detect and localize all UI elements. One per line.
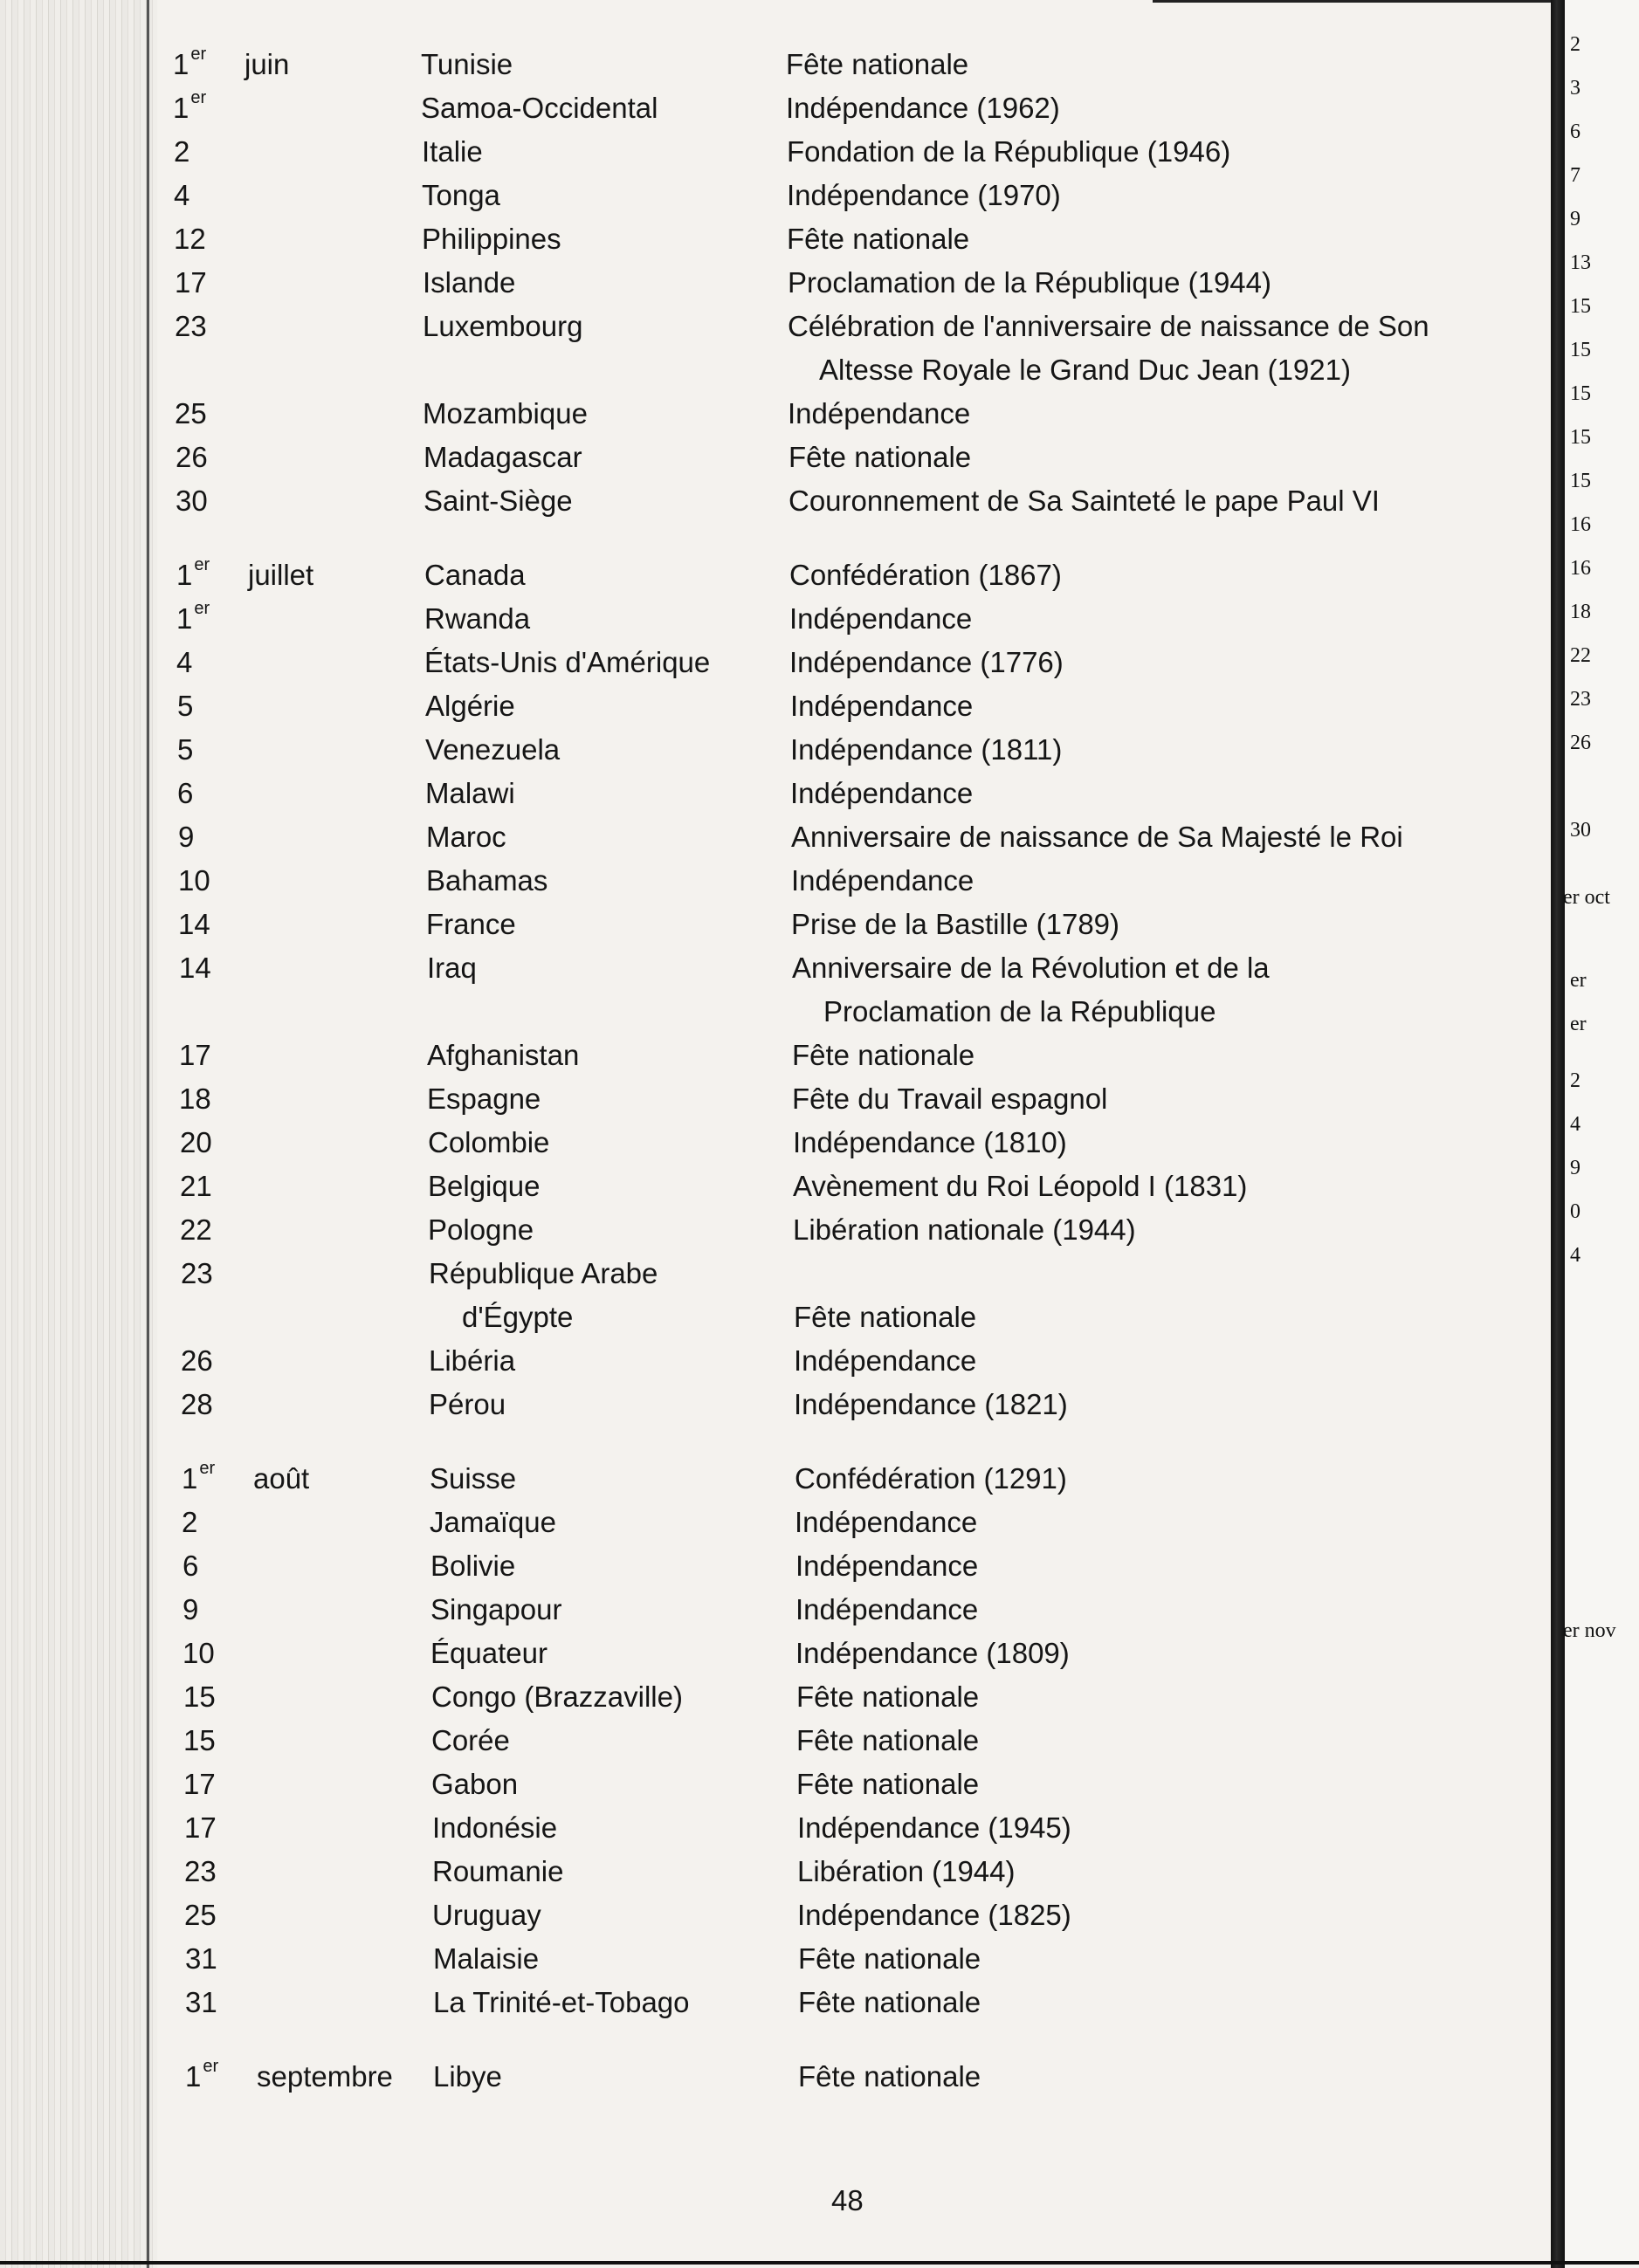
entry-country-name: Malaisie <box>433 1942 540 1975</box>
entry-country-name: Roumanie <box>432 1855 564 1887</box>
entry-day-number: 17 <box>184 1811 217 1844</box>
entry-day-ordinal: er <box>199 1459 216 1478</box>
entry-country-name: La Trinité-et-Tobago <box>433 1986 690 2018</box>
entry-event-text: Indépendance <box>791 864 974 897</box>
entry-day-number: 15 <box>183 1680 216 1713</box>
entry-day-number: 10 <box>178 864 210 897</box>
entry-day-ordinal: er <box>203 2057 219 2076</box>
entry-country-name: France <box>426 908 516 940</box>
entry-country-name: Malawi <box>425 777 515 809</box>
entry-event-text: Fête nationale <box>786 48 969 80</box>
entry-country-name: Uruguay <box>432 1899 541 1931</box>
entry-event-text: Prise de la Bastille (1789) <box>791 908 1120 940</box>
entry-country-name: Pérou <box>429 1388 506 1420</box>
entry-event-continuation: Proclamation de la République <box>823 995 1216 1027</box>
entry-day-number: 6 <box>182 1550 199 1582</box>
adjacent-page-fragment: 9 <box>1570 208 1580 230</box>
entry-day-number: 25 <box>175 397 207 430</box>
entry-event-text: Indépendance (1810) <box>793 1126 1067 1158</box>
entry-event-text: Fête nationale <box>787 223 970 255</box>
bottom-rule <box>0 2261 1639 2265</box>
adjacent-page-fragment: 0 <box>1570 1200 1580 1223</box>
entry-event-text: Indépendance (1970) <box>787 179 1061 211</box>
entry-event-text: Proclamation de la République (1944) <box>788 266 1272 299</box>
entry-event-continuation: Altesse Royale le Grand Duc Jean (1921) <box>819 354 1351 386</box>
entry-country-name: Canada <box>424 559 526 591</box>
adjacent-page-fragment: 2 <box>1570 1069 1580 1092</box>
entry-day-number: 1 <box>182 1462 198 1495</box>
entry-event-text: Fête nationale <box>796 1724 980 1756</box>
adjacent-page-fragment: 22 <box>1570 644 1591 667</box>
entry-country-name: République Arabe <box>429 1257 658 1289</box>
adjacent-page-fragment: 2 <box>1570 33 1580 56</box>
entry-event-text: Indépendance (1825) <box>797 1899 1071 1931</box>
entry-event-text: Fête nationale <box>798 2060 981 2093</box>
entry-country-name: Congo (Brazzaville) <box>431 1680 683 1713</box>
adjacent-page-fragment: 15 <box>1570 426 1591 449</box>
entry-event-text: Avènement du Roi Léopold I (1831) <box>793 1170 1248 1202</box>
adjacent-page-fragment: 15 <box>1570 382 1591 405</box>
entry-day-number: 18 <box>179 1082 211 1115</box>
entry-country-name: Maroc <box>426 821 506 853</box>
entry-event-text: Indépendance <box>795 1506 978 1538</box>
entry-day-number: 26 <box>176 441 208 473</box>
entry-day-number: 1 <box>176 559 193 591</box>
entry-country-name: Islande <box>423 266 516 299</box>
entry-day-number: 23 <box>181 1257 213 1289</box>
adjacent-page-fragment: 7 <box>1570 164 1580 187</box>
entry-day-number: 14 <box>179 952 211 984</box>
entry-country-name: Italie <box>422 135 483 168</box>
entry-country-name: Jamaïque <box>430 1506 556 1538</box>
entry-day-number: 5 <box>177 690 194 722</box>
adjacent-page-fragment: 15 <box>1570 339 1591 361</box>
entry-country-name: Libye <box>433 2060 502 2093</box>
entry-country-name: Tunisie <box>421 48 513 80</box>
entry-country-name: Iraq <box>427 952 477 984</box>
adjacent-page-fragment: 16 <box>1570 557 1591 580</box>
entry-country-name: Espagne <box>427 1082 541 1115</box>
adjacent-page-fragment: 16 <box>1570 513 1591 536</box>
entry-day-number: 6 <box>177 777 194 809</box>
adjacent-page-fragment: er <box>1570 969 1587 992</box>
entry-event-text: Fête nationale <box>798 1942 981 1975</box>
entry-country-name: États-Unis d'Amérique <box>424 646 711 678</box>
entry-country-name: Gabon <box>431 1768 519 1800</box>
entry-day-number: 1 <box>173 48 189 80</box>
entry-country-name: Suisse <box>430 1462 517 1495</box>
entry-day-number: 23 <box>184 1855 217 1887</box>
entry-month: août <box>253 1462 310 1495</box>
entry-country-name: Colombie <box>428 1126 550 1158</box>
entry-day-ordinal: er <box>190 88 207 107</box>
entry-country-name: Afghanistan <box>427 1039 580 1071</box>
entry-event-text: Indépendance (1809) <box>795 1637 1070 1669</box>
entry-country-name: Rwanda <box>424 602 531 635</box>
entry-day-number: 15 <box>183 1724 216 1756</box>
entry-day-ordinal: er <box>190 45 207 64</box>
entry-event-text: Indépendance (1811) <box>790 733 1063 766</box>
entry-day-number: 26 <box>181 1344 213 1377</box>
entry-day-ordinal: er <box>194 555 210 574</box>
entry-month: juillet <box>248 559 314 591</box>
entry-event-text: Célébration de l'anniversaire de naissance de Son <box>788 310 1429 342</box>
entry-day-number: 30 <box>176 485 208 517</box>
entry-country-name: Philippines <box>422 223 561 255</box>
entry-day-number: 28 <box>181 1388 213 1420</box>
entry-day-number: 22 <box>180 1213 212 1246</box>
entry-event-text: Fête nationale <box>792 1039 975 1071</box>
entry-day-number: 9 <box>182 1593 199 1625</box>
entry-day-number: 17 <box>175 266 207 299</box>
entry-day-number: 14 <box>178 908 210 940</box>
adjacent-page-fragment: 13 <box>1570 251 1591 274</box>
adjacent-page-fragment: 6 <box>1570 120 1580 143</box>
entry-country-name: Singapour <box>430 1593 562 1625</box>
entry-event-text: Fondation de la République (1946) <box>787 135 1231 168</box>
entry-country-name: Belgique <box>428 1170 541 1202</box>
page-number: 48 <box>831 2184 864 2216</box>
entry-country-name: Madagascar <box>424 441 582 473</box>
entry-country-continuation: d'Égypte <box>462 1301 574 1333</box>
entry-event-text: Fête nationale <box>798 1986 981 2018</box>
entry-event-text: Indépendance <box>790 777 974 809</box>
entry-day-number: 12 <box>174 223 206 255</box>
entry-event-text: Indépendance <box>789 602 973 635</box>
entry-country-name: Venezuela <box>425 733 561 766</box>
entry-country-name: Tonga <box>422 179 500 211</box>
entry-month: juin <box>244 48 290 80</box>
entry-country-name: Saint-Siège <box>424 485 573 517</box>
entry-event-text: Libération nationale (1944) <box>793 1213 1136 1246</box>
entry-event-text: Indépendance <box>790 690 974 722</box>
entry-country-name: Algérie <box>425 690 515 722</box>
adjacent-page-fragment: 30 <box>1570 819 1591 842</box>
entry-country-name: Indonésie <box>432 1811 558 1844</box>
adjacent-page-fragment: 15 <box>1570 295 1591 318</box>
entry-event-text: Fête du Travail espagnol <box>792 1082 1108 1115</box>
adjacent-page-fragment: 23 <box>1570 688 1591 711</box>
adjacent-page-fragment: 4 <box>1570 1244 1580 1267</box>
entry-country-name: Équateur <box>430 1637 547 1669</box>
entry-country-name: Corée <box>431 1724 510 1756</box>
entry-day-number: 21 <box>180 1170 212 1202</box>
adjacent-page-fragment: er <box>1570 1013 1587 1035</box>
entry-day-number: 20 <box>180 1126 212 1158</box>
entry-event-text: Confédération (1291) <box>795 1462 1067 1495</box>
entry-country-name: Luxembourg <box>423 310 583 342</box>
entry-day-number: 17 <box>183 1768 216 1800</box>
entry-event-text: Indépendance <box>794 1344 977 1377</box>
adjacent-page-fragment: 4 <box>1570 1113 1580 1136</box>
entry-country-name: Pologne <box>428 1213 534 1246</box>
entry-event-text: Confédération (1867) <box>789 559 1062 591</box>
entry-day-number: 4 <box>176 646 193 678</box>
entry-day-number: 1 <box>185 2060 202 2093</box>
entry-day-number: 10 <box>182 1637 215 1669</box>
entry-event-text: Indépendance <box>795 1550 979 1582</box>
entry-country-name: Bahamas <box>426 864 548 897</box>
adjacent-page-fragment: 26 <box>1570 732 1591 754</box>
entry-event-text: Indépendance (1945) <box>797 1811 1071 1844</box>
entry-event-text: Fête nationale <box>794 1301 977 1333</box>
adjacent-page-fragment: er nov <box>1563 1619 1616 1642</box>
adjacent-page-fragment: 15 <box>1570 470 1591 492</box>
entry-event-text: Indépendance (1776) <box>789 646 1064 678</box>
entry-event-text: Fête nationale <box>796 1680 980 1713</box>
adjacent-page-fragment: er oct <box>1563 886 1610 909</box>
entry-event-text: Indépendance (1962) <box>786 92 1060 124</box>
entry-day-number: 5 <box>177 733 194 766</box>
entry-event-text: Indépendance <box>788 397 971 430</box>
entry-event-text: Indépendance (1821) <box>794 1388 1068 1420</box>
entry-country-name: Libéria <box>429 1344 516 1377</box>
entry-day-number: 31 <box>185 1942 217 1975</box>
entry-event-text: Anniversaire de naissance de Sa Majesté le Roi <box>791 821 1403 853</box>
entry-day-number: 2 <box>174 135 190 168</box>
entry-day-number: 23 <box>175 310 207 342</box>
entry-event-text: Fête nationale <box>789 441 972 473</box>
entry-day-number: 17 <box>179 1039 211 1071</box>
entry-day-number: 1 <box>176 602 193 635</box>
entry-day-number: 1 <box>173 92 189 124</box>
entry-country-name: Bolivie <box>430 1550 516 1582</box>
entry-day-number: 25 <box>184 1899 217 1931</box>
entry-day-number: 9 <box>178 821 195 853</box>
entry-event-text: Anniversaire de la Révolution et de la <box>792 952 1270 984</box>
entry-day-number: 31 <box>185 1986 217 2018</box>
entry-day-ordinal: er <box>194 599 210 618</box>
entry-day-number: 2 <box>182 1506 198 1538</box>
entry-event-text: Libération (1944) <box>797 1855 1016 1887</box>
entry-event-text: Couronnement de Sa Sainteté le pape Paul VI <box>789 485 1380 517</box>
adjacent-page-fragment: 9 <box>1570 1157 1580 1179</box>
entry-event-text: Fête nationale <box>796 1768 980 1800</box>
adjacent-page-fragment: 18 <box>1570 601 1591 623</box>
adjacent-page-fragment: 3 <box>1570 77 1580 100</box>
entry-day-number: 4 <box>174 179 190 211</box>
entry-month: septembre <box>257 2060 393 2093</box>
entry-country-name: Samoa-Occidental <box>421 92 658 124</box>
entry-event-text: Indépendance <box>795 1593 979 1625</box>
entry-country-name: Mozambique <box>423 397 588 430</box>
